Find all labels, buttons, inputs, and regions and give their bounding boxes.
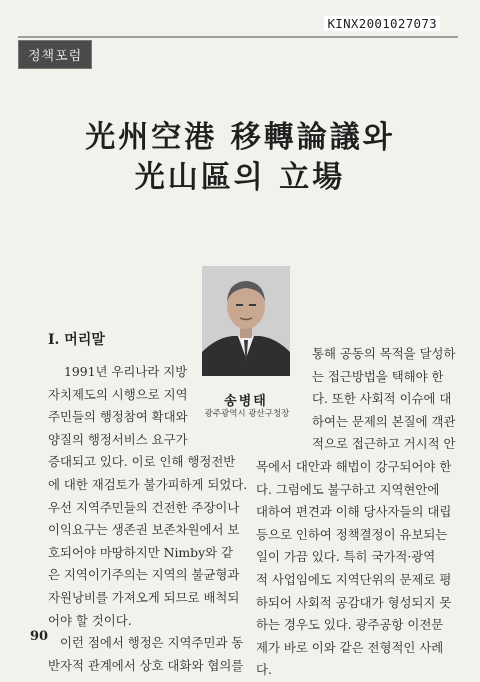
text-line: 등으로 인하여 정책결정이 유보되는	[256, 526, 448, 542]
text-line: 자치제도의 시행으로 지역	[48, 386, 188, 402]
text-line: 은 지역이기주의는 지역의 불균형과	[48, 567, 240, 583]
text-line: 하여는 문제의 본질에 객관	[312, 413, 456, 429]
text-line: 이익요구는 생존권 보존차원에서 보	[48, 522, 240, 538]
text-line: 다.	[256, 662, 272, 678]
text-line: 제가 바로 이와 같은 전형적인 사례	[256, 639, 444, 655]
text-line: 호되어야 마땅하지만 Nimby와 같	[48, 544, 233, 560]
text-line: 일이 가끔 있다. 특히 국가적·광역	[256, 549, 436, 565]
text-line: 다. 또한 사회적 이슈에 대	[312, 391, 452, 407]
author-affiliation: 광주광역시 광산구청장	[204, 409, 290, 419]
text-line: 증대되고 있다. 이로 인해 행정전반	[48, 454, 236, 470]
text-line: 자원낭비를 가져오게 되므로 배척되	[48, 589, 240, 605]
text-line: 는 접근방법을 택해야 한	[312, 368, 444, 384]
header-rule	[18, 36, 458, 38]
document-id: KINX2001027073	[324, 16, 440, 31]
right-column-text	[256, 343, 456, 682]
text-line: 통해 공동의 목적을 달성하	[312, 346, 456, 361]
text-line: 적 사업임에도 지역단위의 문제로 평	[256, 571, 452, 587]
text-line: 주민들의 행정참여 확대와	[48, 409, 188, 425]
text-line: 하는 경우도 있다. 광주공항 이전문	[256, 617, 444, 633]
text-line: 적으로 접근하고 거시적 안	[312, 436, 456, 452]
text-line: 하되어 사회적 공감대가 형성되지 못	[256, 594, 452, 610]
text-line: 에 대한 재검토가 불가피하게 되었다.	[48, 476, 248, 492]
page-number: 90	[30, 629, 49, 644]
text-line: 대하여 편견과 이해 당사자들의 대립	[256, 504, 452, 520]
text-line: 우선 지역주민들의 건전한 주장이나	[48, 499, 240, 515]
article-title-line-1: 光州空港 移轉論議와	[85, 120, 395, 155]
text-line: 어야 할 것이다.	[48, 612, 132, 628]
text-line: 다. 그럼에도 불구하고 지역현안에	[256, 481, 440, 497]
section-tag: 정책포럼	[18, 40, 92, 69]
article-title-line-2: 光山區의 立場	[134, 160, 346, 195]
text-line: 반자적 관계에서 상호 대화와 협의를	[48, 657, 244, 673]
text-line: 이런 점에서 행정은 지역주민과 동	[60, 635, 244, 651]
author-name: 송병태	[224, 394, 268, 409]
text-line: 목에서 대안과 해법이 강구되어야 한	[256, 458, 452, 474]
section-heading: I. 머리말	[48, 332, 105, 348]
text-line: 1991년 우리나라 지방	[64, 364, 188, 379]
text-line: 양질의 행정서비스 요구가	[48, 431, 188, 447]
